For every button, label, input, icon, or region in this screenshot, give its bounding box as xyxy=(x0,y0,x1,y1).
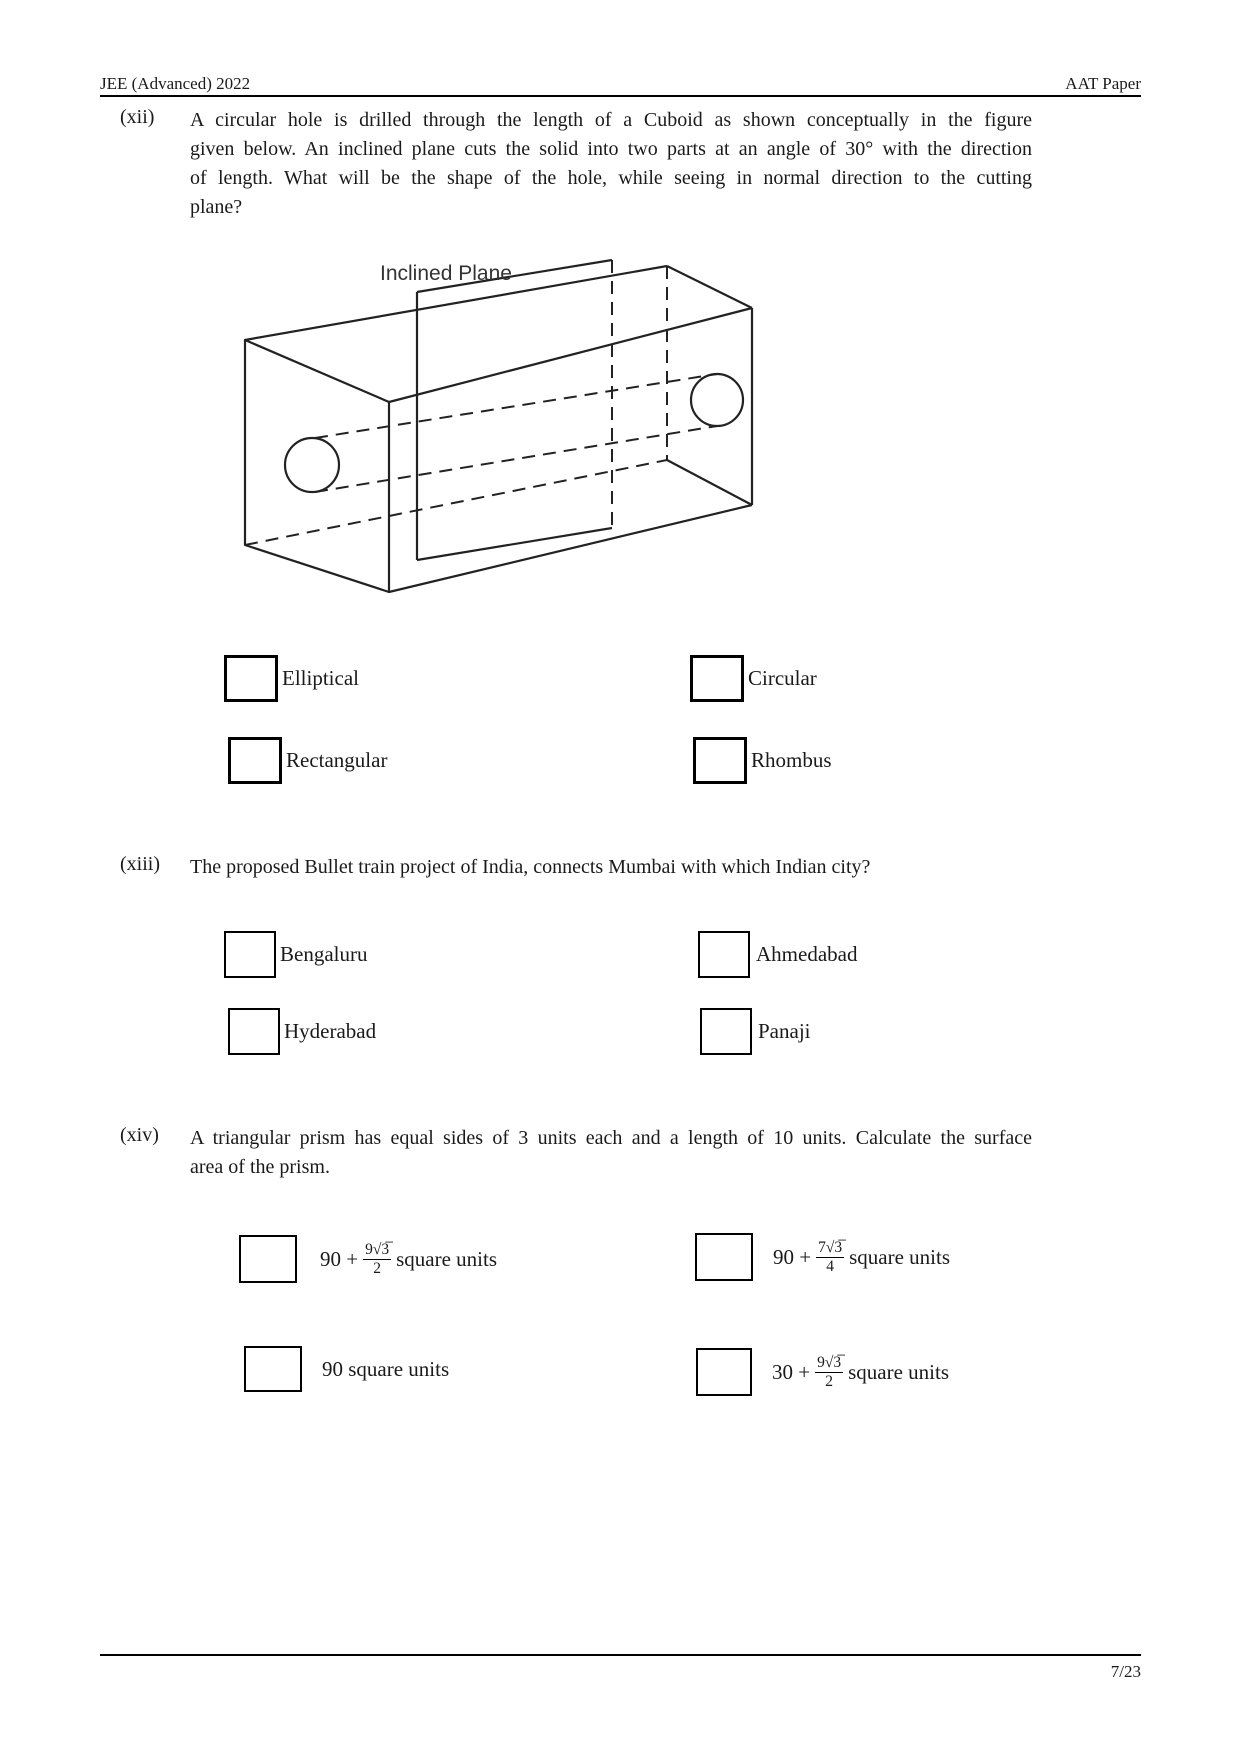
hole-lower-silhouette xyxy=(315,426,717,492)
fraction xyxy=(816,1239,844,1276)
page-number: 7/23 xyxy=(1110,1662,1141,1681)
cuboid-bottom-front-edge xyxy=(389,505,752,592)
cuboid-right-top-edge xyxy=(667,266,752,308)
question-12-text xyxy=(190,106,1032,222)
cuboid-figure xyxy=(212,250,772,595)
question-12-line: A circular hole is drilled through the length of a Cuboid as shown conceptually in the figure xyxy=(190,109,1032,131)
option-checkbox-90-plus-7root3-over-4[interactable] xyxy=(695,1233,753,1281)
option-checkbox-panaji[interactable] xyxy=(700,1008,752,1055)
hole-right-circle xyxy=(691,374,743,426)
question-12-number: (xii) xyxy=(120,106,155,128)
option-checkbox-30-plus-9root3-over-2[interactable] xyxy=(696,1348,752,1396)
header-rule xyxy=(100,95,1141,97)
formula-prefix: 90 + xyxy=(773,1244,812,1269)
option-checkbox-rhombus[interactable] xyxy=(693,737,747,784)
option-label-ahmedabad: Ahmedabad xyxy=(756,942,858,966)
formula-prefix: 30 + xyxy=(772,1359,811,1384)
cuboid-bottom-back-edge xyxy=(245,460,667,545)
cuboid-left-face xyxy=(245,340,389,592)
option-label-bengaluru: Bengaluru xyxy=(280,942,368,966)
option-checkbox-hyderabad[interactable] xyxy=(228,1008,280,1055)
question-14-text xyxy=(190,1124,1032,1182)
option-checkbox-90-square-units[interactable] xyxy=(244,1346,302,1392)
fraction-denominator: 4 xyxy=(826,1258,834,1275)
question-14-line: area of the prism. xyxy=(190,1156,330,1178)
fraction xyxy=(363,1241,391,1278)
fraction-denominator: 2 xyxy=(825,1373,833,1390)
fraction-numerator: 9√3̅ xyxy=(365,1240,390,1258)
option-label-panaji: Panaji xyxy=(758,1019,811,1043)
question-13-text: The proposed Bullet train project of India, connects Mumbai with which Indian city? xyxy=(190,856,871,878)
figure-label: Inclined Plane xyxy=(380,262,512,285)
question-12-line: given below. An inclined plane cuts the solid into two parts at an angle of 30° with the direction xyxy=(190,138,1032,160)
option-checkbox-elliptical[interactable] xyxy=(224,655,278,702)
option-checkbox-rectangular[interactable] xyxy=(228,737,282,784)
question-13-number: (xiii) xyxy=(120,853,160,875)
fraction-numerator: 9√3̅ xyxy=(817,1353,842,1371)
question-12-line: plane? xyxy=(190,196,243,218)
footer-rule xyxy=(100,1654,1141,1656)
option-label-elliptical: Elliptical xyxy=(282,666,359,690)
option-label-hyderabad: Hyderabad xyxy=(284,1019,377,1043)
option-label-circular: Circular xyxy=(748,666,817,690)
question-14-number: (xiv) xyxy=(120,1124,159,1146)
hole-upper-silhouette xyxy=(315,374,717,438)
option-checkbox-90-plus-9root3-over-2[interactable] xyxy=(239,1235,297,1283)
option-label-rhombus: Rhombus xyxy=(751,748,832,772)
option-checkbox-bengaluru[interactable] xyxy=(224,931,276,978)
fraction xyxy=(815,1354,843,1391)
question-12-line: of length. What will be the shape of the hole, while seeing in normal direction to the cutting xyxy=(190,167,1032,189)
option-label-90-plus-9root3-over-2 xyxy=(320,1235,497,1283)
formula-prefix: 90 + xyxy=(320,1246,359,1271)
option-label-rectangular: Rectangular xyxy=(286,748,388,772)
cuboid-bottom-right-edge xyxy=(667,460,752,505)
hole-left-circle xyxy=(285,438,339,492)
option-checkbox-circular[interactable] xyxy=(690,655,744,702)
header-right-title: AAT Paper xyxy=(1065,74,1141,93)
option-label-30-plus-9root3-over-2 xyxy=(772,1348,949,1396)
option-checkbox-ahmedabad[interactable] xyxy=(698,931,750,978)
formula-suffix: square units xyxy=(848,1359,950,1384)
header-left-title: JEE (Advanced) 2022 xyxy=(100,74,251,93)
fraction-denominator: 2 xyxy=(373,1260,381,1277)
option-label-90-square-units: 90 square units xyxy=(322,1357,450,1381)
option-label-90-plus-7root3-over-4 xyxy=(773,1233,950,1281)
question-14-line: A triangular prism has equal sides of 3 units each and a length of 10 units. Calculate the surface xyxy=(190,1127,1032,1149)
cuboid-front-top-edge xyxy=(389,308,752,402)
inclined-plane-bottom-edge xyxy=(417,528,612,560)
formula-suffix: square units xyxy=(396,1246,498,1271)
fraction-numerator: 7√3̅ xyxy=(818,1238,843,1256)
formula-suffix: square units xyxy=(849,1244,951,1269)
